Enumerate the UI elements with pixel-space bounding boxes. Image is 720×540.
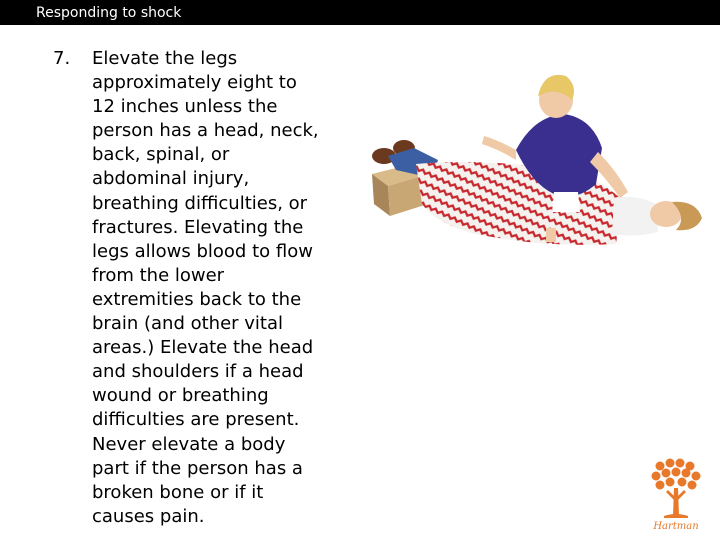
logo-text: Hartman: [653, 521, 699, 532]
shock-response-photo: [366, 52, 710, 268]
step-text: Elevate the legs approximately eight to 12 inches unless the person has a head, neck, back, spinal, or abdominal injury, breathing difficulties, or fractures. Elevating the legs allows blood to flow from the lower extremities back to the brain (and other vital areas.) Elevate the head and shoulders if a head wound or breathing difficulties are present. Never elevate a body part if the person has a broken bone or if it causes pain.: [92, 48, 319, 527]
hartman-logo: [648, 458, 704, 532]
title-bar: [0, 0, 720, 25]
caregiver-pants: [552, 192, 580, 212]
patient-hand: [546, 228, 556, 242]
step-item: [53, 47, 353, 529]
step-number: 7.: [53, 48, 71, 69]
slide-title: Responding to shock: [36, 5, 182, 21]
